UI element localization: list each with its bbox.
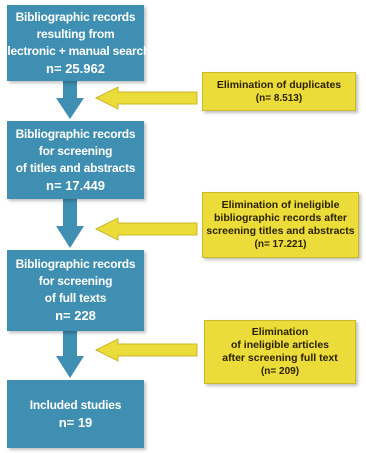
left-arrow-titles-abstracts [96,218,197,240]
box-elimination-duplicates-line-1: Elimination of duplicates [216,78,342,91]
box-records-search-line-1: Bibliographic records [15,9,136,24]
box-elimination-titles-abstracts-count: (n= 17.221) [254,239,307,250]
box-records-full-text [7,250,144,331]
box-records-screening [7,121,144,199]
box-elimination-full-text-line-2: of ineligible articles [230,339,330,351]
box-records-screening-line-2: for screening [38,143,113,158]
box-records-full-text-count: n= 228 [55,308,96,323]
box-records-search-line-3: electronic + manual search [0,43,151,58]
box-records-full-text-line-3: of full texts [44,291,107,305]
box-elimination-full-text-line-1: Elimination [251,326,309,338]
box-included-studies-count: n= 19 [58,414,93,430]
box-elimination-duplicates-count: (n= 8.513) [255,92,303,104]
box-records-search-line-2: resulting from [36,26,115,41]
box-included-studies [7,380,144,448]
left-arrow-duplicates [96,87,197,109]
left-arrow-full-text [96,339,197,361]
box-elimination-full-text-count: (n= 209) [260,366,300,377]
box-elimination-full-text [204,320,356,384]
box-elimination-titles-abstracts-line-2: bibliographic records after [213,212,348,224]
box-records-screening-line-3: of titles and abstracts [15,160,136,175]
box-records-screening-line-1: Bibliographic records [15,126,136,141]
box-records-full-text-line-1: Bibliographic records [15,257,136,271]
box-elimination-titles-abstracts-line-3: screening titles and abstracts [206,225,355,237]
box-records-screening-count: n= 17.449 [46,177,105,193]
box-elimination-titles-abstracts [202,192,359,258]
down-arrow-2 [56,199,84,248]
box-elimination-duplicates [202,72,356,111]
box-records-search-count: n= 25.962 [46,60,105,76]
box-elimination-titles-abstracts-line-1: Elimination of ineligible [221,199,340,211]
box-records-search [0,5,151,81]
down-arrow-3 [56,331,84,378]
box-included-studies-line-1: Included studies [29,397,122,412]
box-records-full-text-line-2: for screening [38,274,113,288]
down-arrow-1 [56,81,84,119]
box-elimination-full-text-line-3: after screening full text [222,352,338,364]
